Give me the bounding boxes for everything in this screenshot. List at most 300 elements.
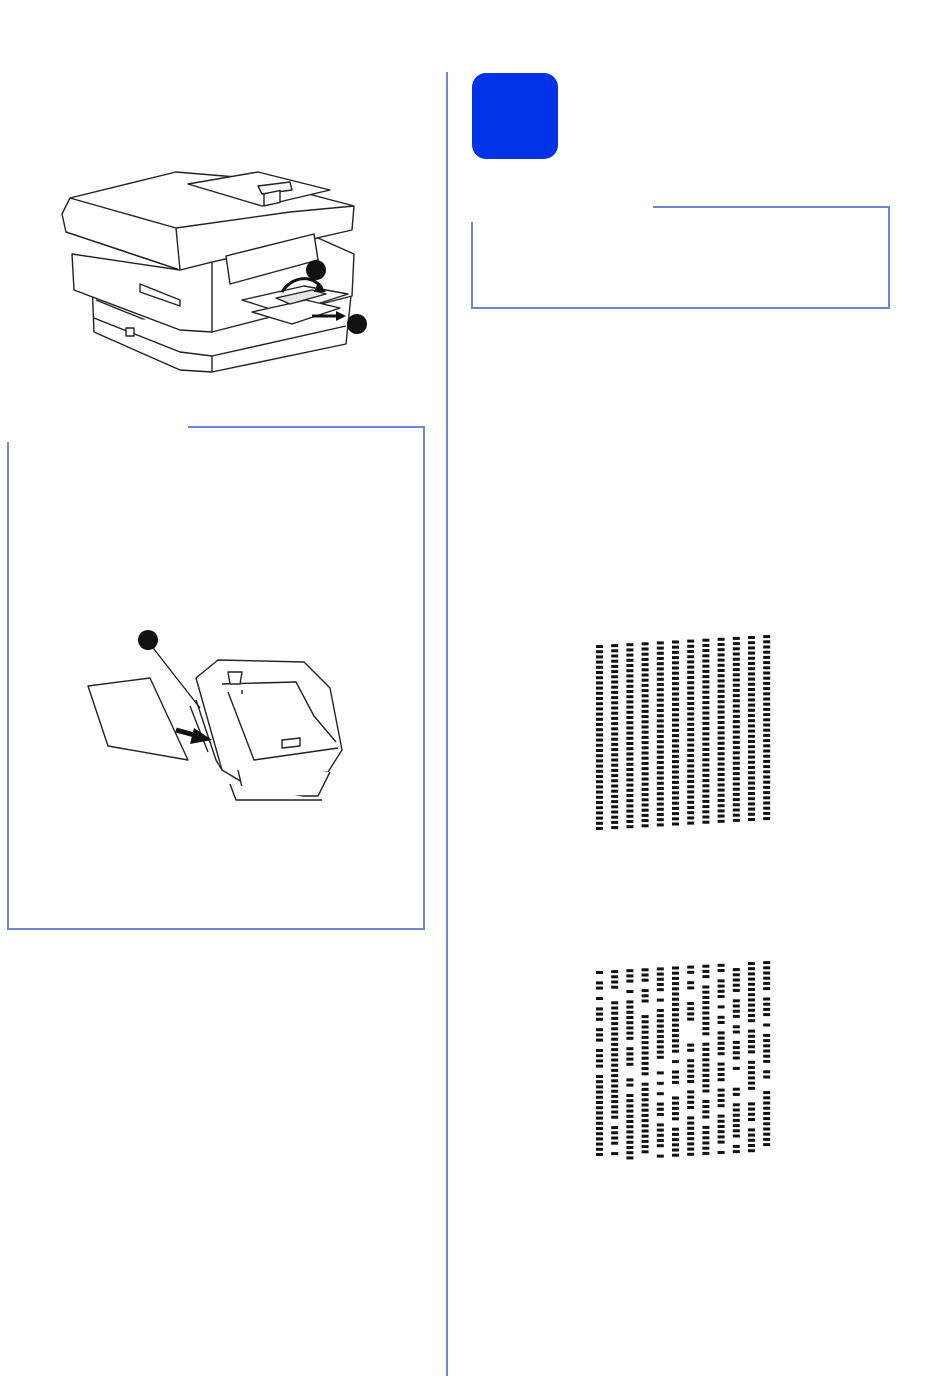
pattern-dash — [748, 988, 755, 991]
pattern-dash — [748, 1030, 755, 1033]
pattern-dash — [611, 1043, 618, 1046]
pattern-dash — [748, 1118, 755, 1121]
pattern-dash — [642, 1020, 649, 1023]
pattern-dash — [611, 1059, 618, 1062]
pattern-dash — [702, 1001, 709, 1004]
pattern-dash — [718, 1068, 725, 1071]
pattern-dash — [748, 983, 755, 986]
pattern-dash — [718, 1135, 725, 1138]
pattern-dash — [718, 990, 725, 993]
pattern-dash — [718, 1031, 725, 1034]
pattern-dash — [596, 971, 603, 974]
pattern-dash — [626, 1047, 633, 1050]
pattern-dash — [657, 983, 664, 986]
pattern-dash — [642, 1145, 649, 1148]
pattern-dash — [763, 1008, 770, 1011]
pattern-dash — [657, 1113, 664, 1116]
pattern-dash — [611, 1064, 618, 1067]
pattern-dash — [718, 1037, 725, 1040]
pattern-dash — [642, 1083, 649, 1086]
pattern-dash — [657, 1123, 664, 1126]
pattern-dash — [718, 1052, 725, 1055]
pattern-dash — [642, 979, 649, 982]
pattern-dash — [733, 1067, 740, 1070]
pattern-dash — [642, 1114, 649, 1117]
pattern-dash — [748, 1139, 755, 1142]
pattern-dash — [657, 1082, 664, 1085]
pattern-dash — [687, 1012, 694, 1015]
pattern-dash — [702, 1074, 709, 1077]
pattern-dash — [763, 966, 770, 969]
pattern-dash — [611, 1001, 618, 1004]
pattern-dash — [702, 965, 709, 968]
pattern-dash — [733, 973, 740, 976]
pattern-dash — [687, 1116, 694, 1119]
pattern-dash — [626, 1136, 633, 1139]
pattern-dash — [611, 1012, 618, 1015]
pattern-dash — [611, 1137, 618, 1140]
pattern-dash — [763, 1112, 770, 1115]
pattern-dash — [596, 987, 603, 990]
pattern-dash — [657, 1019, 664, 1022]
pattern-dash — [596, 1122, 603, 1125]
pattern-dash — [702, 1027, 709, 1030]
pattern-dash — [626, 1146, 633, 1149]
pattern-dash — [687, 971, 694, 974]
pattern-dash — [626, 1052, 633, 1055]
pattern-dash — [596, 1137, 603, 1140]
pattern-dash — [642, 1098, 649, 1101]
pattern-dash — [748, 962, 755, 965]
pattern-dash — [718, 1042, 725, 1045]
pattern-dash — [748, 1076, 755, 1079]
pattern-dash — [657, 1035, 664, 1038]
pattern-dash — [687, 1049, 694, 1052]
pattern-dash — [642, 1062, 649, 1065]
pattern-dash — [748, 1040, 755, 1043]
pattern-dash — [657, 1056, 664, 1059]
pattern-dash — [733, 1057, 740, 1060]
pattern-dash — [718, 1104, 725, 1107]
pattern-dash — [702, 986, 709, 989]
pattern-dash — [702, 1048, 709, 1051]
pattern-dash — [672, 1029, 679, 1032]
pattern-dash — [626, 1000, 633, 1003]
pattern-dash — [763, 1055, 770, 1058]
pattern-dash — [657, 1030, 664, 1033]
pattern-dash — [672, 1117, 679, 1120]
pattern-dash — [763, 961, 770, 964]
pattern-dash — [672, 1060, 679, 1063]
pattern-dash — [672, 993, 679, 996]
pattern-dash — [626, 990, 633, 993]
pattern-dash — [733, 1025, 740, 1028]
pattern-dash — [611, 1126, 618, 1129]
pattern-dash — [672, 1154, 679, 1157]
pattern-dash — [748, 1009, 755, 1012]
pattern-dash — [718, 969, 725, 972]
pattern-dash — [672, 1039, 679, 1042]
pattern-dash — [718, 964, 725, 967]
pattern-dash — [733, 979, 740, 982]
pattern-dash — [672, 1149, 679, 1152]
pattern-dash — [626, 1063, 633, 1066]
pattern-dash — [733, 1114, 740, 1117]
pattern-dash — [718, 979, 725, 982]
pattern-dash — [672, 1003, 679, 1006]
pattern-dash — [657, 999, 664, 1002]
pattern-dash — [642, 1015, 649, 1018]
pattern-dash — [657, 1144, 664, 1147]
pattern-dash — [763, 1044, 770, 1047]
pattern-dash — [733, 1051, 740, 1054]
pattern-dash — [748, 1087, 755, 1090]
pattern-dash — [611, 1142, 618, 1145]
pattern-dash — [687, 1059, 694, 1062]
pattern-dash — [626, 1037, 633, 1040]
pattern-dash — [611, 1022, 618, 1025]
pattern-dash — [642, 1130, 649, 1133]
pattern-dash — [702, 1126, 709, 1129]
pattern-dash — [702, 1058, 709, 1061]
pattern-dash — [672, 1102, 679, 1105]
pattern-dash — [596, 1075, 603, 1078]
pattern-dash — [718, 1016, 725, 1019]
pattern-dash — [642, 1026, 649, 1029]
pattern-dash — [672, 987, 679, 990]
pattern-dash — [702, 1090, 709, 1093]
pattern-dash — [733, 1150, 740, 1153]
pattern-dash — [702, 1006, 709, 1009]
pattern-dash — [763, 1039, 770, 1042]
pattern-dash — [672, 998, 679, 1001]
pattern-dash — [642, 1041, 649, 1044]
pattern-dash — [763, 1102, 770, 1105]
pattern-dash — [626, 974, 633, 977]
pattern-dash — [748, 1014, 755, 1017]
pattern-dash — [733, 1046, 740, 1049]
pattern-dash — [733, 984, 740, 987]
pattern-dash — [763, 1107, 770, 1110]
pattern-dash — [702, 1017, 709, 1020]
pattern-dash — [596, 1059, 603, 1062]
pattern-dash — [702, 1142, 709, 1145]
pattern-dash — [718, 1115, 725, 1118]
pattern-dash — [657, 978, 664, 981]
pattern-dash — [642, 1072, 649, 1075]
pattern-dash — [626, 1156, 633, 1159]
pattern-dash — [657, 1139, 664, 1142]
pattern-dash — [687, 1101, 694, 1104]
pattern-dash — [672, 1138, 679, 1141]
pattern-dash — [748, 1071, 755, 1074]
pattern-dash — [748, 1004, 755, 1007]
pattern-dash — [702, 1110, 709, 1113]
pattern-dash — [748, 1050, 755, 1053]
pattern-dash — [748, 1149, 755, 1152]
pattern-dash — [626, 1026, 633, 1029]
pattern-dash — [611, 1074, 618, 1077]
pattern-dash — [611, 981, 618, 984]
pattern-dash — [672, 1034, 679, 1037]
pattern-dash — [718, 1125, 725, 1128]
pattern-dash — [657, 973, 664, 976]
pattern-dash — [611, 1048, 618, 1051]
pattern-dash — [733, 1010, 740, 1013]
pattern-dash — [642, 974, 649, 977]
pattern-dash — [626, 1099, 633, 1102]
pattern-dash — [642, 1052, 649, 1055]
pattern-dash — [672, 982, 679, 985]
pattern-dash — [596, 1028, 603, 1031]
pattern-dash — [702, 996, 709, 999]
pattern-dash — [596, 997, 603, 1000]
pattern-dash — [611, 1069, 618, 1072]
pattern-dash — [748, 1019, 755, 1022]
pattern-dash — [596, 1033, 603, 1036]
pattern-dash — [642, 1036, 649, 1039]
pattern-dash — [611, 975, 618, 978]
pattern-dash — [748, 1113, 755, 1116]
pattern-dash — [687, 1075, 694, 1078]
pattern-dash — [763, 972, 770, 975]
pattern-dash — [657, 1103, 664, 1106]
pattern-dash — [642, 1067, 649, 1070]
pattern-dash — [687, 1090, 694, 1093]
pattern-dash — [611, 1085, 618, 1088]
pattern-dash — [657, 1071, 664, 1074]
pattern-dash — [687, 1080, 694, 1083]
pattern-dash — [642, 1046, 649, 1049]
pattern-dash — [672, 1071, 679, 1074]
pattern-dash — [718, 1094, 725, 1097]
pattern-dash — [718, 1005, 725, 1008]
pattern-dash — [687, 1122, 694, 1125]
pattern-dash — [611, 1100, 618, 1103]
pattern-dash — [596, 1049, 603, 1052]
pattern-dash — [702, 1022, 709, 1025]
pattern-dash — [626, 1110, 633, 1113]
pattern-dash — [702, 1116, 709, 1119]
pattern-dash — [718, 1141, 725, 1144]
pattern-dash — [687, 981, 694, 984]
pattern-dash — [718, 995, 725, 998]
pattern-dash — [596, 1018, 603, 1021]
pattern-dash — [596, 1132, 603, 1135]
pattern-dash — [733, 1124, 740, 1127]
pattern-dash — [718, 1099, 725, 1102]
pattern-dash — [702, 1079, 709, 1082]
pattern-dash — [733, 1005, 740, 1008]
pattern-dash — [672, 1081, 679, 1084]
pattern-dash — [702, 991, 709, 994]
pattern-dash — [626, 1125, 633, 1128]
pattern-dash — [687, 1142, 694, 1145]
pattern-dash — [642, 994, 649, 997]
pattern-dash — [733, 1088, 740, 1091]
pattern-dash — [748, 1082, 755, 1085]
pattern-dash — [748, 972, 755, 975]
pattern-dash — [642, 1150, 649, 1153]
pattern-dash — [672, 967, 679, 970]
pattern-dash — [642, 1000, 649, 1003]
pattern-dash — [748, 993, 755, 996]
pattern-dash — [763, 1138, 770, 1141]
pattern-dash — [611, 986, 618, 989]
pattern-dash — [763, 1143, 770, 1146]
pattern-dash — [687, 966, 694, 969]
pattern-dash — [611, 1007, 618, 1010]
pattern-dash — [657, 1040, 664, 1043]
pattern-dash — [687, 1148, 694, 1151]
pattern-dash — [702, 1105, 709, 1108]
pattern-dash — [657, 1108, 664, 1111]
pattern-dash — [611, 1079, 618, 1082]
pattern-dash — [596, 1065, 603, 1068]
pattern-dash — [626, 1011, 633, 1014]
pattern-dash — [611, 1111, 618, 1114]
pattern-dash — [702, 970, 709, 973]
pattern-dash — [763, 998, 770, 1001]
pattern-dash — [642, 1031, 649, 1034]
pattern-dash — [748, 1045, 755, 1048]
pattern-dash — [763, 1024, 770, 1027]
pattern-dash — [642, 1093, 649, 1096]
pattern-dash — [748, 1102, 755, 1105]
pattern-dash — [763, 987, 770, 990]
pattern-dash — [596, 1054, 603, 1057]
pattern-dash — [596, 981, 603, 984]
pattern-dash — [718, 1063, 725, 1066]
pattern-dash — [642, 1119, 649, 1122]
pattern-dash — [596, 1007, 603, 1010]
pattern-dash — [687, 1127, 694, 1130]
pattern-dash — [596, 1106, 603, 1109]
pattern-dash — [642, 1140, 649, 1143]
pattern-dash — [596, 1111, 603, 1114]
pattern-dash — [702, 1012, 709, 1015]
pattern-dash — [611, 970, 618, 973]
pattern-dash — [611, 1027, 618, 1030]
pattern-dash — [596, 1013, 603, 1016]
pattern-dash — [733, 999, 740, 1002]
pattern-dash — [702, 1147, 709, 1150]
pattern-dash — [642, 1104, 649, 1107]
pattern-dash — [763, 1096, 770, 1099]
pattern-dash — [687, 1132, 694, 1135]
pattern-dash — [702, 1131, 709, 1134]
pattern-dash — [718, 985, 725, 988]
pattern-dash — [702, 1043, 709, 1046]
pattern-dash — [657, 1092, 664, 1095]
pattern-dash — [596, 1117, 603, 1120]
pattern-dash — [718, 1047, 725, 1050]
pattern-dash — [611, 1017, 618, 1020]
pattern-dash — [763, 1076, 770, 1079]
pattern-dash — [642, 968, 649, 971]
pattern-dash — [672, 1097, 679, 1100]
pattern-dash — [672, 1133, 679, 1136]
pattern-dash — [657, 967, 664, 970]
pattern-dash — [687, 1044, 694, 1047]
pattern-dash — [642, 989, 649, 992]
pattern-dash — [672, 1076, 679, 1079]
pattern-dash — [733, 1145, 740, 1148]
pattern-dash — [718, 1021, 725, 1024]
pattern-dash — [687, 1106, 694, 1109]
pattern-dash — [687, 1070, 694, 1073]
pattern-dash — [626, 1021, 633, 1024]
pattern-dash — [626, 1104, 633, 1107]
pattern-dash — [733, 1031, 740, 1034]
pattern-dash — [733, 968, 740, 971]
pattern-dash — [626, 1115, 633, 1118]
pattern-dash — [657, 988, 664, 991]
pattern-dash — [763, 1060, 770, 1063]
pattern-dash — [733, 1015, 740, 1018]
pattern-dash — [626, 1078, 633, 1081]
pattern-dash — [672, 1019, 679, 1022]
pattern-dash — [687, 1096, 694, 1099]
pattern-dash — [626, 1084, 633, 1087]
pattern-dash — [626, 1141, 633, 1144]
pattern-dash — [596, 1091, 603, 1094]
pattern-dash — [687, 1018, 694, 1021]
pattern-dash — [626, 1151, 633, 1154]
pattern-dash — [702, 1084, 709, 1087]
pattern-dash — [733, 1093, 740, 1096]
pattern-dash — [626, 969, 633, 972]
pattern-dash — [626, 1120, 633, 1123]
pattern-dash — [596, 1153, 603, 1156]
pattern-dash — [657, 1045, 664, 1048]
pattern-dash — [626, 1016, 633, 1019]
pattern-dash — [763, 1117, 770, 1120]
pattern-dash — [687, 1007, 694, 1010]
pattern-dash — [596, 1085, 603, 1088]
pattern-dash — [763, 1122, 770, 1125]
pattern-dash — [657, 1129, 664, 1132]
pattern-dash — [611, 1152, 618, 1155]
pattern-dash — [611, 1116, 618, 1119]
pattern-dash — [626, 1032, 633, 1035]
pattern-dash — [748, 1061, 755, 1064]
pattern-dash — [763, 1070, 770, 1073]
pattern-dash — [748, 1066, 755, 1069]
pattern-dash — [687, 1137, 694, 1140]
pattern-dash — [672, 972, 679, 975]
pattern-dash — [596, 1143, 603, 1146]
pattern-dash — [763, 1133, 770, 1136]
pattern-dash — [672, 1013, 679, 1016]
pattern-dash — [748, 1035, 755, 1038]
pattern-dash — [596, 1101, 603, 1104]
pattern-dash — [763, 982, 770, 985]
pattern-dash — [642, 1088, 649, 1091]
pattern-dash — [657, 1155, 664, 1158]
pattern-dash — [596, 1127, 603, 1130]
pattern-dash — [657, 1134, 664, 1137]
pattern-dash — [748, 1108, 755, 1111]
pattern-dash — [733, 1129, 740, 1132]
pattern-dash — [626, 1130, 633, 1133]
pattern-dash — [626, 1006, 633, 1009]
pattern-dash — [718, 1073, 725, 1076]
pattern-dash — [626, 1058, 633, 1061]
pattern-dash — [687, 1153, 694, 1156]
pattern-dash — [611, 1033, 618, 1036]
pattern-dash — [642, 1124, 649, 1127]
